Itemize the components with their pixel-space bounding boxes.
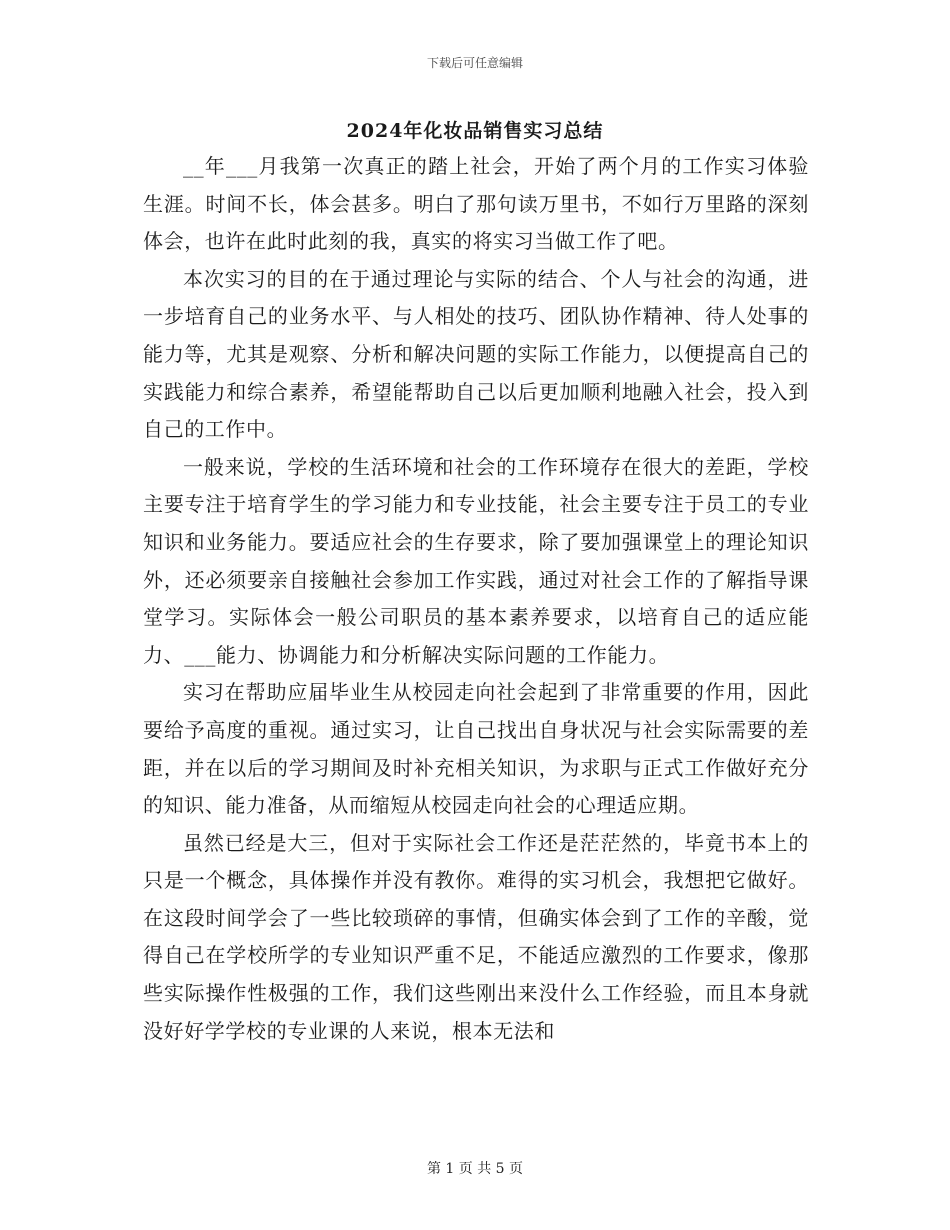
paragraph-3: 一般来说，学校的生活环境和社会的工作环境存在很大的差距，学校主要专注于培育学生的学习能力和专业技能，社会主要专注于员工的专业知识和业务能力。要适应社会的生存要求，除了要加强课堂上的理论知识外，还必须要亲自接触社会参加工作实践，通过对社会工作的了解指导课堂学习。实际体会一般公司职员的基本素养要求，以培育自己的适应能力、___能力、协调能力和分析解决实际问题的工作能力。: [143, 454, 809, 667]
paragraph-4: 实习在帮助应届毕业生从校园走向社会起到了非常重要的作用，因此要给予高度的重视。通过实习，让自己找出自身状况与社会实际需要的差距，并在以后的学习期间及时补充相关知识，为求职与正式工作做好充分的知识、能力准备，从而缩短从校园走向社会的心理适应期。: [143, 680, 809, 818]
paragraph-1: __年___月我第一次真正的踏上社会，开始了两个月的工作实习体验生涯。时间不长，体会甚多。明白了那句读万里书，不如行万里路的深刻体会，也许在此时此刻的我，真实的将实习当做工作了吧。: [143, 154, 809, 254]
page-number: 第 1 页 共 5 页: [426, 1161, 524, 1177]
document-body: [143, 148, 809, 1050]
page-header-note: 下载后可任意编辑: [426, 56, 523, 70]
document-title: 2024年化妆品销售实习总结: [346, 120, 604, 142]
paragraph-5: 虽然已经是大三，但对于实际社会工作还是茫茫然的，毕竟书本上的只是一个概念，具体操作并没有教你。难得的实习机会，我想把它做好。在这段时间学会了一些比较琐碎的事情，但确实体会到了工作的辛酸，觉得自己在学校所学的专业知识严重不足，不能适应激烈的工作要求，像那些实际操作性极强的工作，我们这些刚出来没什么工作经验，而且本身就没好好学学校的专业课的人来说，根本无法和: [143, 830, 809, 1043]
paragraph-2: 本次实习的目的在于通过理论与实际的结合、个人与社会的沟通，进一步培育自己的业务水平、与人相处的技巧、团队协作精神、待人处事的能力等，尤其是观察、分析和解决问题的实际工作能力，以便提高自己的实践能力和综合素养，希望能帮助自己以后更加顺利地融入社会，投入到自己的工作中。: [143, 266, 809, 442]
